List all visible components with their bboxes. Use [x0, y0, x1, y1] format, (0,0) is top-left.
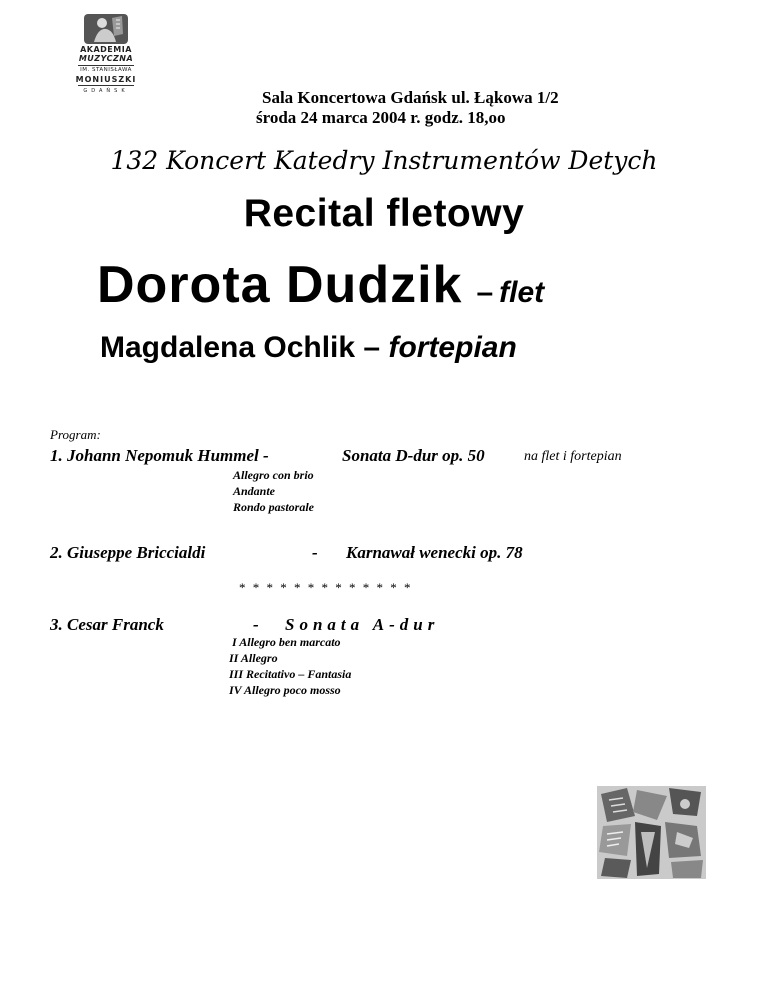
logo-line-muzyczna: MUZYCZNA [78, 54, 134, 63]
performer-name: Magdalena Ochlik [100, 331, 356, 364]
logo-rule [78, 85, 134, 86]
recital-title: Recital fletowy [243, 192, 525, 235]
logo-line-moniuszki: MONIUSZKI [75, 75, 137, 84]
figure-emblem-icon [82, 12, 130, 46]
movement: IV Allegro poco mosso [229, 683, 341, 697]
separator-stars: * * * * * * * * * * * * * [239, 580, 413, 595]
logo-line-akademia: AKADEMIA [80, 45, 132, 54]
movement: Andante [233, 484, 276, 498]
movement: III Recitativo – Fantasia [229, 667, 352, 681]
movement: Allegro con brio [233, 468, 314, 482]
program-label: Program: [50, 427, 101, 442]
movement: I Allegro ben marcato [232, 635, 341, 649]
program-item-dash: - [312, 543, 318, 562]
performer-dash: – [363, 331, 381, 364]
performer-piano [100, 331, 517, 365]
performer-flute [97, 255, 544, 315]
logo-line-im: IM. STANISŁAWA [80, 67, 132, 73]
program-item-dash: - [253, 615, 259, 634]
program-item-work: Sonata D-dur op. 50 [342, 446, 485, 465]
performer-dash: – [476, 276, 494, 309]
movement: II Allegro [229, 651, 278, 665]
performer-instrument: flet [499, 276, 545, 309]
logo-rule [78, 65, 134, 66]
academy-logo [68, 12, 144, 100]
movement: Rondo pastorale [233, 500, 315, 514]
performer-name: Dorota Dudzik [97, 256, 463, 314]
program-item-composer: 1. Johann Nepomuk Hummel - [50, 446, 269, 465]
concert-subtitle: 132 Koncert Katedry Instrumentów Detych [110, 146, 658, 175]
venue-line: Sala Koncertowa Gdańsk ul. Łąkowa 1/2 [262, 88, 559, 107]
decorative-artwork-image [597, 786, 706, 879]
performer-instrument: fortepian [388, 331, 517, 364]
program-item-composer: 3. Cesar Franck [50, 615, 164, 634]
logo-line-gdansk: GDAŃSK [83, 88, 129, 94]
program-item-composer: 2. Giuseppe Briccialdi [50, 543, 206, 562]
date-line: środa 24 marca 2004 r. godz. 18,oo [256, 108, 506, 127]
program-item-work: Sonata A-dur [285, 615, 440, 634]
program-item-note: na flet i fortepian [524, 449, 622, 464]
program-item-work: Karnawał wenecki op. 78 [346, 543, 523, 562]
